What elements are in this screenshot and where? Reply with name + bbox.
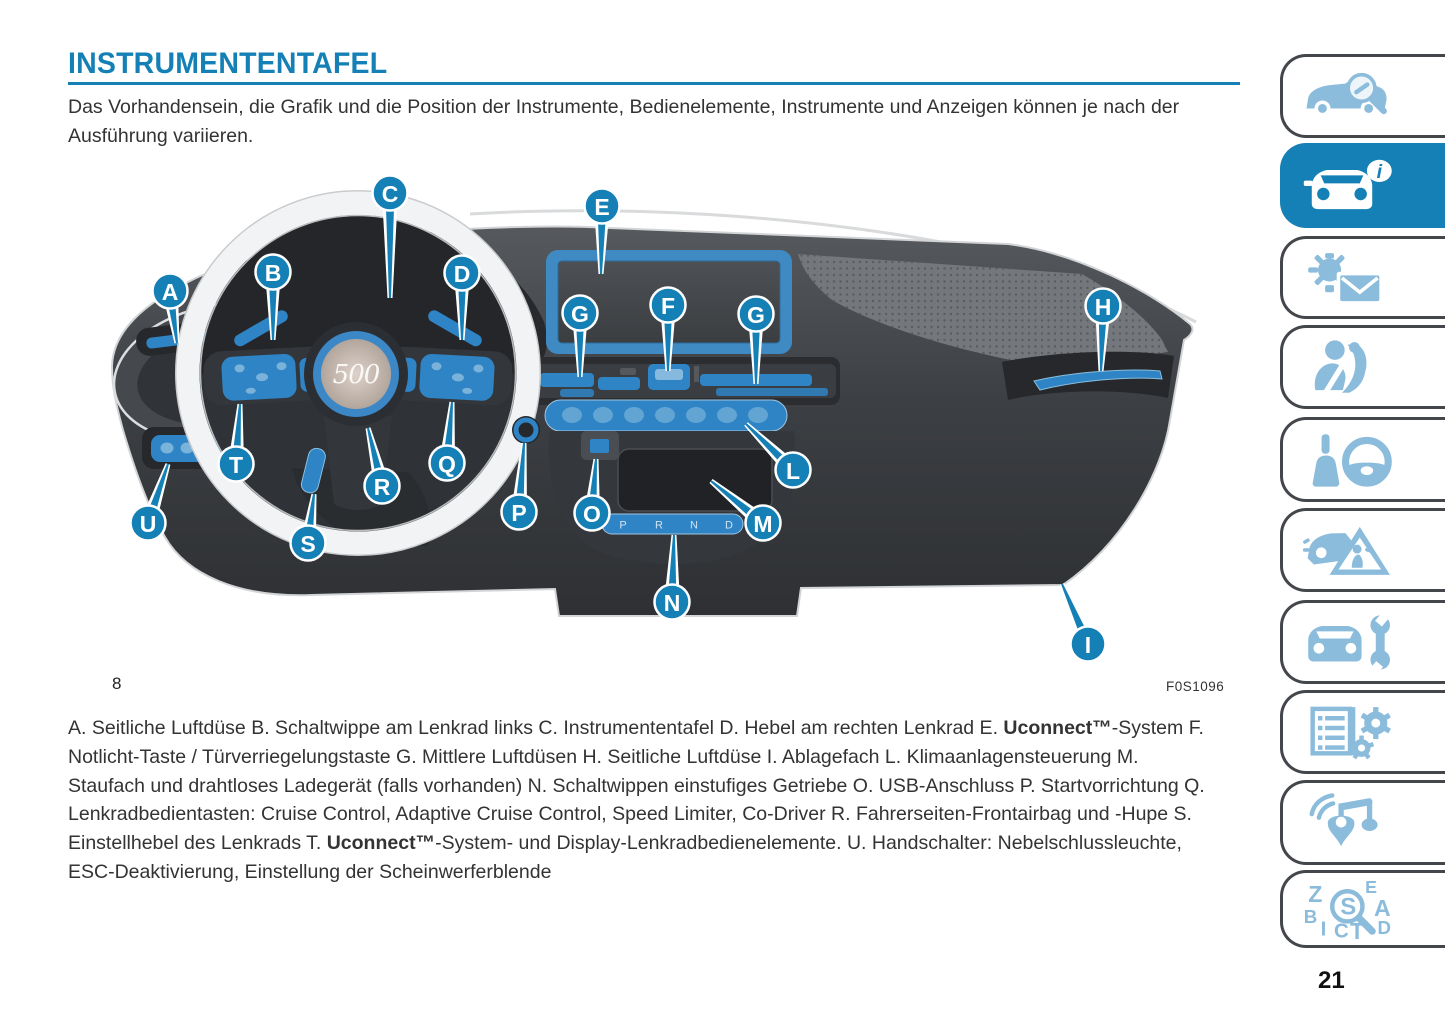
svg-text:S: S (300, 531, 316, 557)
figure-number: 8 (112, 674, 122, 693)
sidebar-tab-safety[interactable] (1280, 325, 1445, 409)
sidebar-tab-technical-data[interactable] (1280, 690, 1445, 774)
usb-port (590, 439, 609, 453)
sidebar-tab-maintenance[interactable] (1280, 600, 1445, 684)
warning-light-message-icon (1297, 246, 1403, 310)
intro-text: Das Vorhandensein, die Grafik und die Position der Instrumente, Bedienelemente, Instrumente und Anzeigen können je nach der Ausführung variieren. (68, 96, 1180, 147)
svg-text:I: I (1320, 917, 1327, 941)
svg-text:D: D (1377, 916, 1392, 938)
image-code: F0S1096 (1166, 679, 1225, 694)
svg-text:i: i (1376, 160, 1383, 183)
svg-text:T: T (228, 452, 244, 478)
svg-text:N: N (663, 590, 681, 616)
car-info-icon (1297, 154, 1403, 218)
multimedia-note-icon (1297, 791, 1403, 855)
svg-text:F: F (660, 293, 676, 319)
svg-text:I: I (1084, 632, 1092, 658)
svg-text:B: B (1303, 906, 1318, 928)
svg-text:U: U (139, 511, 157, 537)
svg-text:S: S (1340, 893, 1357, 921)
svg-text:Q: Q (438, 451, 456, 477)
svg-text:R: R (373, 474, 391, 500)
dashboard-diagram (95, 163, 1245, 708)
svg-text:B: B (264, 260, 282, 286)
page-number: 21 (1318, 967, 1345, 994)
svg-text:D: D (453, 261, 471, 287)
svg-text:E: E (1365, 877, 1377, 897)
svg-text:Z: Z (1308, 880, 1323, 907)
emergency-triangle-icon (1297, 518, 1403, 582)
title-underline (68, 82, 1240, 85)
svg-text:D: D (725, 519, 733, 532)
svg-text:L: L (785, 458, 801, 484)
svg-text:O: O (583, 501, 601, 527)
svg-text:A: A (161, 279, 179, 305)
page-title: INSTRUMENTENTAFEL (68, 47, 388, 80)
svg-text:C: C (1334, 919, 1349, 941)
svg-text:M: M (753, 511, 773, 537)
svg-text:P: P (511, 500, 527, 526)
svg-text:T: T (1350, 918, 1365, 941)
sidebar-tab-multimedia[interactable] (1280, 780, 1445, 865)
svg-text:G: G (571, 301, 589, 327)
center-vent-left (540, 373, 594, 387)
sidebar-tab-vehicle-overview[interactable] (1280, 54, 1445, 138)
hub-logo: 500 (332, 360, 380, 390)
car-wrench-icon (1297, 610, 1403, 674)
sidebar-tab-index[interactable] (1280, 870, 1445, 948)
spec-list-gears-icon (1297, 700, 1403, 764)
sidebar-tab-emergency[interactable] (1280, 508, 1445, 592)
diagram-label-I (1060, 583, 1106, 661)
svg-text:N: N (690, 519, 698, 532)
gearshift-steering-icon (1297, 428, 1403, 492)
svg-text:R: R (655, 519, 663, 532)
alphabetical-index-icon (1297, 877, 1403, 941)
legend-text: A. Seitliche Luftdüse B. Schaltwippe am Lenkrad links C. Instrumententafel D. Hebel am rechten Lenkrad E. Uconnect™-System F. Notlicht-Taste / Türverriegelungstaste G. Mittlere Luftdüsen H. Seitliche Luftdüse I. Ablagefach L. Klimaanlagensteuerung M. Staufach und drahtloses Ladegerät (falls vorhanden) N. Schaltwippen einstufiges Getriebe O. USB-Anschluss P. Startvorrichtung Q. Lenkradbedientasten: Cruise Control, Adaptive Cruise Control, Speed Limiter, Co-Driver R. Fahrerseiten-Frontairbag und -Hupe S. Einstellhebel des Lenkrads T. Uconnect™-System- und Display-Lenkradbedienelemente. U. Handschalter: Nebelschlussleuchte, ESC-Deaktivierung, Einstellung der Scheinwerferblende (68, 717, 1205, 883)
storage-tray (618, 449, 772, 511)
sidebar-tab-starting-driving[interactable] (1280, 417, 1445, 502)
svg-text:E: E (594, 194, 610, 220)
svg-text:H: H (1094, 294, 1112, 320)
car-search-icon (1297, 64, 1403, 128)
sidebar-tab-dashboard-info[interactable] (1280, 143, 1445, 228)
svg-text:A: A (1374, 895, 1391, 922)
svg-text:P: P (619, 519, 627, 532)
airbag-seatbelt-icon (1297, 335, 1403, 399)
sidebar-tab-warning-lights[interactable] (1280, 236, 1445, 319)
svg-text:C: C (381, 181, 399, 207)
svg-text:G: G (747, 302, 765, 328)
